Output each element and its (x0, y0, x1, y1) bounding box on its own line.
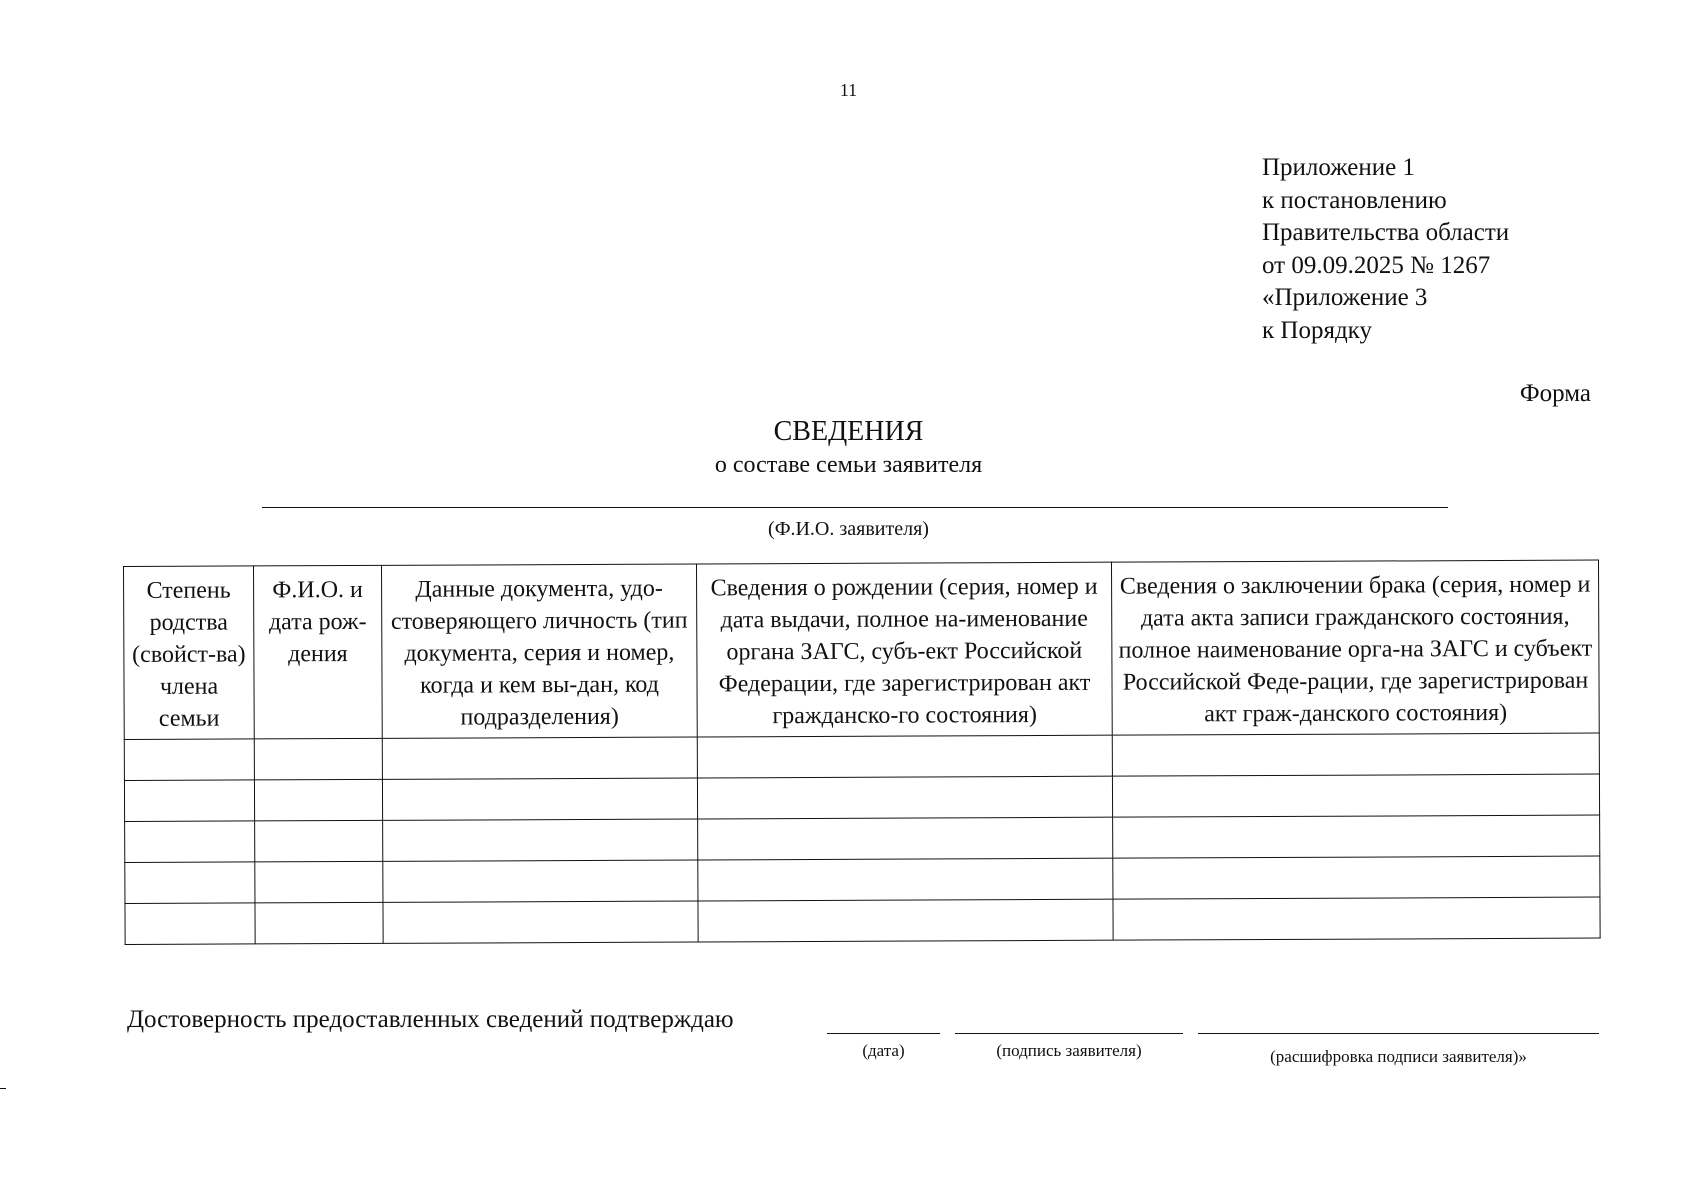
table-cell[interactable] (254, 779, 382, 821)
applicant-name-line[interactable] (262, 507, 1448, 508)
appendix-line: «Приложение 3 (1262, 284, 1428, 311)
date-line[interactable] (827, 1033, 940, 1034)
header-birth-record: Сведения о рождении (серия, номер и дата выдачи, полное на-именование органа ЗАГС, субъ-ект Российской Федерации, где зарегистрирован акт гражданско-го состояния) (696, 562, 1112, 737)
table-cell[interactable] (124, 780, 254, 822)
appendix-line: Приложение 1 (1262, 154, 1415, 181)
margin-mark (0, 1088, 6, 1089)
table-row (125, 815, 1600, 862)
table-cell[interactable] (383, 819, 698, 861)
table-cell[interactable] (1112, 774, 1599, 817)
table-cell[interactable] (698, 899, 1113, 942)
page-number: 11 (839, 80, 858, 100)
table-cell[interactable] (383, 901, 698, 943)
table-row (125, 897, 1600, 944)
table-body (124, 733, 1600, 944)
name-decoding-caption: (расшифровка подписи заявителя)» (1270, 1047, 1527, 1066)
signature-line[interactable] (955, 1033, 1183, 1034)
appendix-block (1262, 152, 1509, 347)
table-cell[interactable] (698, 817, 1113, 860)
date-caption: (дата) (862, 1041, 905, 1060)
table-cell[interactable] (125, 821, 255, 863)
appendix-line: к Порядку (1262, 316, 1372, 344)
family-composition-table (123, 560, 1601, 945)
table-cell[interactable] (125, 903, 255, 945)
table-cell[interactable] (382, 778, 697, 820)
table-cell[interactable] (255, 861, 383, 903)
table-cell[interactable] (125, 862, 255, 904)
header-marriage-record: Сведения о заключении брака (серия, номер и дата акта записи гражданского состояния, полное наименование орга-на ЗАГС и субъект Российской Феде-рации, где зарегистрирован акт граж-данского состояния) (1111, 560, 1599, 735)
table-cell[interactable] (697, 735, 1112, 778)
table-cell[interactable] (254, 738, 382, 780)
table-cell[interactable] (255, 902, 383, 944)
table-cell[interactable] (255, 820, 383, 862)
confirmation-text: Достоверность предоставленных сведений подтверждаю (127, 1006, 734, 1033)
table-cell[interactable] (1112, 733, 1599, 776)
name-decoding-line[interactable] (1198, 1033, 1599, 1034)
table-row (125, 856, 1600, 903)
table-cell[interactable] (698, 858, 1113, 901)
table-cell[interactable] (382, 737, 697, 779)
table-cell[interactable] (1113, 815, 1600, 858)
header-identity-document: Данные документа, удо-стоверяющего личность (тип документа, серия и номер, когда и кем вы-дан, код подразделения) (381, 564, 697, 738)
appendix-line: к постановлению (1262, 186, 1447, 214)
table-cell[interactable] (1113, 897, 1600, 940)
table-cell[interactable] (124, 739, 254, 781)
signature-caption: (подпись заявителя) (996, 1041, 1142, 1060)
appendix-line: от 09.09.2025 № 1267 (1262, 251, 1491, 279)
applicant-name-caption: (Ф.И.О. заявителя) (768, 518, 929, 540)
header-relationship: Степень родства (свойст-ва) члена семьи (124, 566, 255, 740)
table-header-row (124, 560, 1600, 739)
appendix-line: Правительства области (1262, 219, 1510, 246)
table-row (124, 733, 1599, 780)
table-cell[interactable] (383, 860, 698, 902)
document-subtitle: о составе семьи заявителя (714, 452, 983, 478)
table-cell[interactable] (1113, 856, 1600, 899)
form-label: Форма (1519, 380, 1591, 407)
document-title: СВЕДЕНИЯ (773, 416, 924, 447)
table-cell[interactable] (697, 776, 1112, 819)
header-name-birthdate: Ф.И.О. и дата рож-дения (254, 565, 383, 739)
table-row (124, 774, 1599, 821)
